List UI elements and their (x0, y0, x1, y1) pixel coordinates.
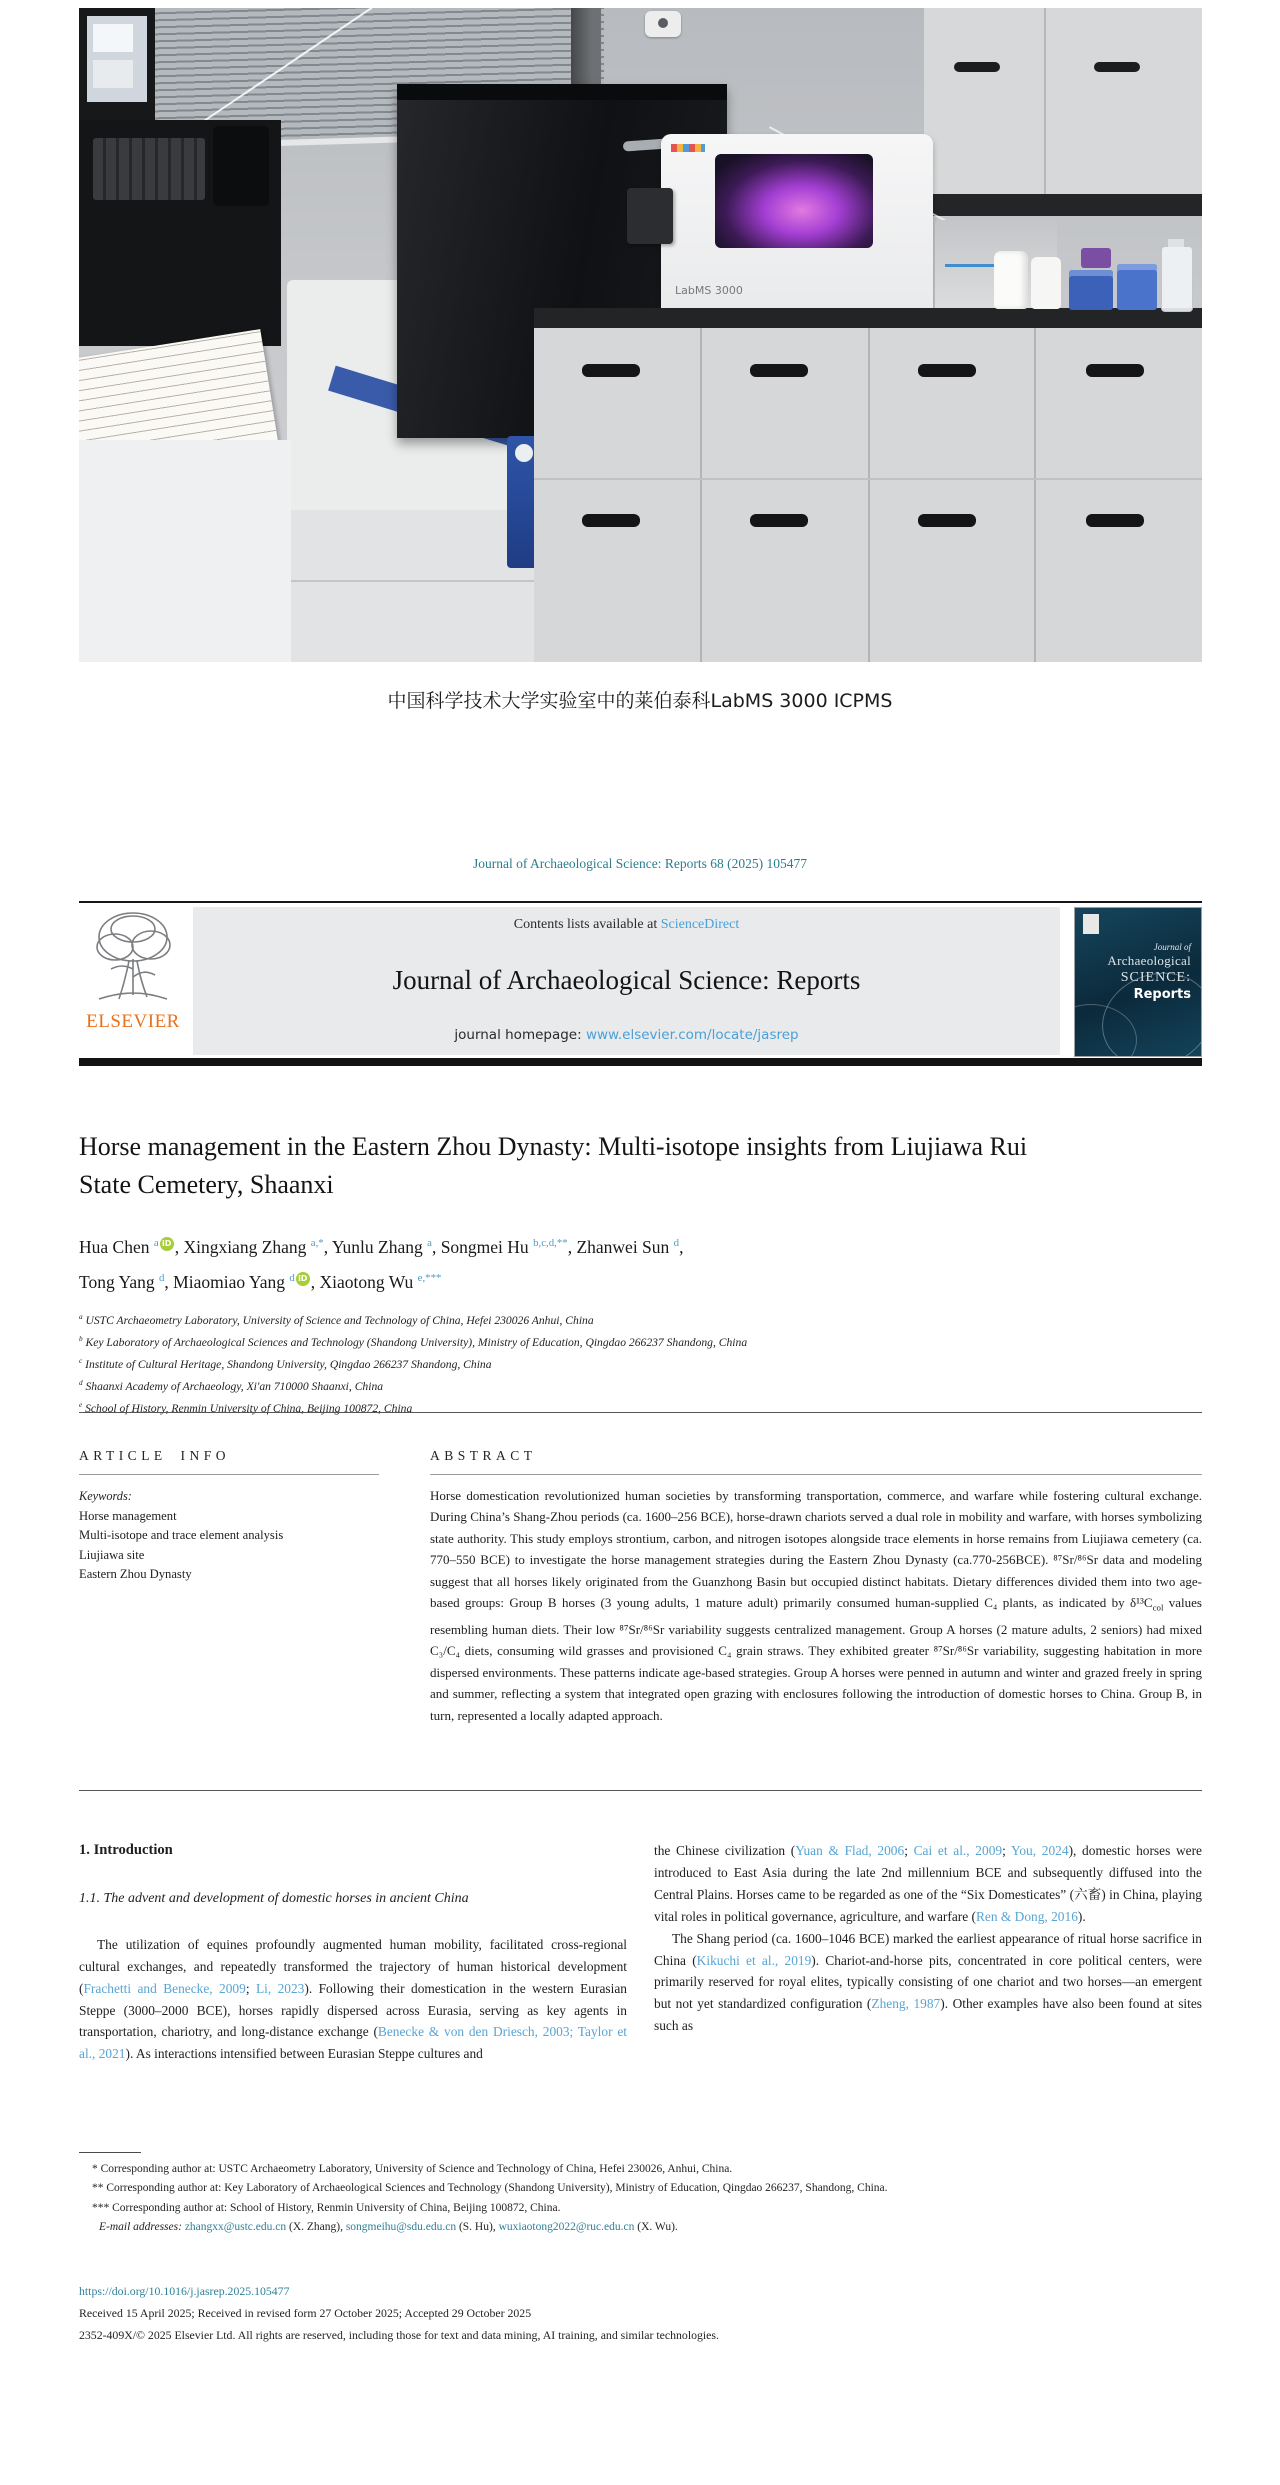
text-segment: values resembling human diets. Their low ⁸⁷Sr/⁸⁶Sr variability suggests centralized management. Group A horses (2 mature adults, 2 seniors) had mixed C₃/C₄ diets, consuming wild grasses and provisioned C₄ grain straws. They exhibited greater ⁸⁷Sr/⁸⁶Sr variability, suggesting habitation in more dispersed environments. These patterns indicate age-based strategies. Group A horses were penned in autumn and winter and grazed freely in spring and summer, reflecting a system that integrated open grazing with enclosures following the introduction of domestic horses to China. Group B, in turn, represented a locally adapted approach. (430, 1595, 1202, 1723)
subsection-heading: 1.1. The advent and development of domestic horses in ancient China (79, 1890, 469, 1906)
instrument-display (627, 188, 673, 244)
heading-rule (430, 1474, 1202, 1475)
keywords-label: Keywords: (79, 1489, 132, 1503)
citation-link[interactable]: You, 2024 (1011, 1843, 1069, 1858)
author-list (79, 1228, 1079, 1298)
keyword: Multi-isotope and trace element analysis (79, 1528, 284, 1542)
cabinet-handle (1094, 62, 1140, 72)
author-affiliation-ref[interactable]: a (427, 1237, 432, 1249)
citation-link[interactable]: Ren & Dong, 2016 (975, 1908, 1078, 1924)
text-segment: ). (1077, 1908, 1086, 1924)
cover-area (1060, 907, 1202, 1055)
sampler-cap (515, 444, 533, 462)
text-segment: Institute of Cultural Heritage, Shandong University, Qingdao 266237 Shandong, China (82, 1357, 492, 1371)
contents-text: Contents lists available at (513, 917, 661, 932)
text-segment: Hua Chen (79, 1236, 154, 1257)
cabinet-seam (700, 328, 702, 662)
cover-mini-logo (1083, 914, 1099, 934)
text-segment: , (679, 1236, 684, 1257)
heading-rule (79, 1474, 379, 1475)
affiliation (79, 1330, 1079, 1352)
article-title: Horse management in the Eastern Zhou Dynasty: Multi-isotope insights from Liujiawa Rui State Cemetery, Shaanxi (79, 1132, 1028, 1199)
citation-link[interactable]: Cai et al., 2009 (913, 1843, 1003, 1858)
text-segment: The Shang period (ca. 1600–1046 BCE) marked the earliest appearance of ritual horse sacrifice in China ( (654, 1930, 1202, 1968)
tube-rack (1081, 248, 1111, 268)
elsevier-logo[interactable] (79, 907, 187, 1055)
text-segment: , Songmei Hu (431, 1236, 534, 1257)
orcid-icon[interactable]: iD (160, 1237, 174, 1251)
text-segment: b (79, 1335, 83, 1344)
abstract-panel (430, 1448, 1202, 1726)
email-addresses-line (79, 2218, 1202, 2237)
text-segment: ), domestic horses were introduced to East Asia during the late 2nd millennium BCE and subsequently diffused into the Central Plains. Horses came to be regarded as one of the “Six Domesticates” (六畜) in China, playing vital roles in political governance, agriculture, and warfare ( (654, 1843, 1203, 1924)
cover-line4: Reports (1133, 987, 1191, 1002)
author-line-2 (79, 1263, 1079, 1298)
abstract-text (430, 1485, 1202, 1726)
footnote-separator (79, 2152, 141, 2153)
article-info-heading: ARTICLE INFO (79, 1448, 231, 1463)
text-segment: ). Chariot-and-horse pits, concentrated in core political centers, were primarily reserved for royal elites, typically consisting of one chariot and two horses—an emergent but not yet standardized configuration ( (654, 1952, 1202, 2012)
text-segment: Key Laboratory of Archaeological Sciences and Technology (Shandong University), Ministry of Education, Qingdao 266237 Shandong, China (82, 1335, 748, 1349)
tip-box (1069, 270, 1113, 310)
lab-photo (79, 8, 1202, 662)
received-dates: Received 15 April 2025; Received in revised form 27 October 2025; Accepted 29 October 2025 (79, 2306, 532, 2320)
text-segment: ). As interactions intensified between Eurasian Steppe cultures and (125, 2046, 483, 2062)
cabinet-handle (1086, 364, 1144, 377)
author-affiliation-ref[interactable]: d (289, 1271, 295, 1284)
email-link[interactable]: zhangxx@ustc.edu.cn (184, 2221, 287, 2234)
affiliations (79, 1308, 1079, 1418)
text-segment: the Chinese civilization ( (654, 1843, 796, 1858)
journal-cover-thumbnail[interactable] (1074, 907, 1202, 1057)
text-segment: , Miaomiao Yang (164, 1271, 290, 1292)
footnotes (79, 2160, 1202, 2238)
back-bench (924, 194, 1202, 216)
citation-link[interactable]: Yuan & Flad, 2006 (795, 1843, 905, 1858)
text-segment: ; (245, 1980, 256, 1996)
corresponding-author-note: *** Corresponding author at: School of History, Renmin University of China, Beijing 100872, China. (92, 2201, 561, 2214)
cabinet-seam (534, 478, 1202, 480)
cabinet-handle (954, 62, 1000, 72)
plasma-window (715, 154, 873, 248)
intro-left-column (79, 1840, 627, 2065)
affiliation (79, 1308, 1079, 1330)
text-segment: Shaanxi Academy of Archaeology, Xi'an 710000 Shaanxi, China (82, 1380, 384, 1394)
journal-citation: Journal of Archaeological Science: Reports 68 (2025) 105477 (472, 856, 808, 871)
text-segment: (X. Wu). (634, 2221, 678, 2234)
homepage-link[interactable]: www.elsevier.com/locate/jasrep (585, 1027, 799, 1043)
text-segment: d (79, 1379, 83, 1388)
author-affiliation-ref[interactable]: e,*** (417, 1271, 442, 1284)
reagent-bottle (1161, 246, 1193, 312)
copyright-line: 2352-409X/© 2025 Elsevier Ltd. All rights are reserved, including those for text and data mining, AI training, and similar technologies. (79, 2328, 719, 2342)
citation-link[interactable]: Benecke & von den Driesch, 2003; Taylor et al., 2021 (79, 2024, 627, 2062)
citation-link[interactable]: Li, 2023 (255, 1980, 305, 1996)
email-link[interactable]: wuxiaotong2022@ruc.edu.cn (498, 2221, 635, 2234)
wash-bottle (1031, 257, 1061, 309)
author-affiliation-ref[interactable]: d (673, 1237, 680, 1249)
text-segment: a (79, 1313, 83, 1321)
text-segment: School of History, Renmin University of China, Beijing 100872, China (82, 1402, 413, 1416)
cabinet-handle (918, 514, 976, 527)
cabinet-handle (918, 364, 976, 377)
cabinet-handle (1086, 514, 1144, 527)
cabinet-handle (750, 514, 808, 527)
cabinet-handle (582, 514, 640, 527)
text-segment: ). Following their domestication in the western Eurasian Steppe (3000–2000 BCE), horses rapidly dispersed across Eurasia, serving as key agents in transportation, chariotry, and long-distance exchange ( (79, 1980, 627, 2040)
cabinet-seam (868, 328, 870, 662)
text-segment: c (79, 1357, 83, 1366)
text-segment: , Xiaotong Wu (310, 1271, 418, 1292)
cabinet-handle (582, 364, 640, 377)
icpms-instrument (661, 134, 933, 316)
text-segment: , Xingxiang Zhang (174, 1236, 311, 1257)
cabinet-handle (750, 364, 808, 377)
section-rule (79, 1790, 1202, 1791)
author-affiliation-ref[interactable]: b,c,d,** (533, 1237, 568, 1249)
keyboard (93, 138, 205, 200)
affiliation (79, 1374, 1079, 1396)
keyword: Horse management (79, 1508, 177, 1523)
email-link[interactable]: songmeihu@sdu.edu.cn (345, 2221, 457, 2234)
cover-line3: SCIENCE: (1120, 970, 1191, 985)
cover-line2: Archaeological (1107, 953, 1191, 968)
author-affiliation-ref[interactable]: a,* (310, 1237, 324, 1249)
text-segment: ; (1002, 1843, 1012, 1858)
text-segment: ). Other examples have also been found at sites such as (654, 1996, 1203, 2034)
cabinet-seam (1034, 328, 1036, 662)
text-segment: , Yunlu Zhang (323, 1236, 428, 1257)
table-front (79, 440, 291, 662)
elsevier-tree-icon (89, 907, 177, 1011)
monitor-screen (87, 16, 147, 102)
affiliation (79, 1352, 1079, 1374)
wash-bottle (994, 251, 1028, 309)
citation-link[interactable]: Frachetti and Benecke, 2009 (83, 1980, 246, 1996)
intro-paragraph (654, 1840, 1202, 1928)
author-affiliation-ref[interactable]: a (153, 1237, 159, 1249)
corresponding-author-note: ** Corresponding author at: Key Laboratory of Archaeological Sciences and Technology (Shandong University), Ministry of Education, Qingdao 266237, Shandong, China. (92, 2182, 888, 2195)
homepage-line (454, 1027, 798, 1043)
author-affiliation-ref[interactable]: d (158, 1271, 165, 1284)
corresponding-author-note: * Corresponding author at: USTC Archaeometry Laboratory, University of Science and Technology of China, Hefei 230026, Anhui, China. (92, 2163, 733, 2175)
intro-right-column (654, 1840, 1202, 2065)
ceiling-camera (645, 11, 681, 37)
orcid-icon[interactable]: iD (296, 1272, 310, 1286)
text-segment: (S. Hu), (456, 2221, 499, 2234)
introduction-section (79, 1840, 1202, 2065)
intro-paragraph (79, 1934, 627, 2065)
abstract-heading: ABSTRACT (430, 1448, 537, 1463)
affiliation (79, 1396, 1079, 1418)
keyword: Liujiawa site (79, 1547, 145, 1562)
keyword: Eastern Zhou Dynasty (79, 1567, 192, 1581)
author-line-1 (79, 1228, 1079, 1263)
upper-cabinets (924, 8, 1202, 208)
tip-box (1117, 264, 1157, 310)
text-segment: The utilization of equines profoundly augmented human mobility, facilitated cross-regional cultural exchanges, and repeatedly transformed the trajectory of human historical development ( (79, 1936, 627, 1996)
section-rule (79, 1412, 1202, 1413)
cover-line1: Journal of (1153, 942, 1191, 952)
instrument-label: LabMS 3000 (675, 284, 743, 297)
contents-line (514, 917, 740, 933)
photo-caption: 中国科学技术大学实验室中的莱伯泰科LabMS 3000 ICPMS (387, 690, 893, 712)
section-heading: 1. Introduction (79, 1842, 173, 1858)
citation-link[interactable]: Zheng, 1987 (871, 1996, 941, 2012)
text-segment: USTC Archaeometry Laboratory, University of Science and Technology of China, Hefei 230026 Anhui, China (82, 1313, 594, 1327)
journal-header (79, 901, 1202, 1055)
journal-banner (193, 907, 1060, 1055)
computer-monitor (79, 8, 155, 120)
text-segment: ; (904, 1843, 914, 1858)
text-segment: , Zhanwei Sun (567, 1236, 674, 1257)
citation-link[interactable]: Kikuchi et al., 2019 (696, 1952, 812, 1968)
article-info-panel (79, 1448, 379, 1585)
text-segment: (X. Zhang), (286, 2221, 346, 2234)
desk-phone (213, 126, 269, 206)
lab-bench-top (534, 308, 1202, 328)
elsevier-wordmark: ELSEVIER (86, 1011, 180, 1032)
header-divider-bar (79, 1058, 1202, 1066)
homepage-label: journal homepage: (454, 1027, 586, 1043)
sciencedirect-link[interactable]: ScienceDirect (660, 917, 740, 932)
text-segment: col (1152, 1602, 1164, 1613)
doi-link[interactable]: https://doi.org/10.1016/j.jasrep.2025.105477 (79, 2284, 290, 2298)
intro-paragraph (654, 1928, 1202, 2038)
journal-name: Journal of Archaeological Science: Reports (392, 964, 861, 995)
text-segment: Tong Yang (79, 1271, 159, 1292)
text-segment: Horse domestication revolutionized human societies by transforming transportation, commerce, and warfare while fostering cultural exchange. During China’s Shang-Zhou periods (ca. 1600–256 BCE), horse-drawn chariots served a dual role in mobility and warfare, with horses symbolizing state authority. This study employs strontium, carbon, and nitrogen isotopes alongside trace elements in horse remains from Liujiawa cemetery (ca. 770–550 BCE) to investigate the horse management strategies during the Eastern Zhou Dynasty (ca.770-256BCE). ⁸⁷Sr/⁸⁶Sr data and modeling suggest that all horses likely originated from the Guanzhong Basin but occupied distinct habitats. Dietary differences divided them into two age-based groups: Group B horses (3 young adults, 1 mature adult) primarily consumed human-supplied C₄ plants, as indicated by δ¹³C (430, 1488, 1202, 1611)
text-segment: e (79, 1401, 83, 1410)
lower-cabinets (534, 328, 1202, 662)
instrument-sticker (671, 144, 705, 152)
text-segment: E-mail addresses: (99, 2221, 185, 2234)
